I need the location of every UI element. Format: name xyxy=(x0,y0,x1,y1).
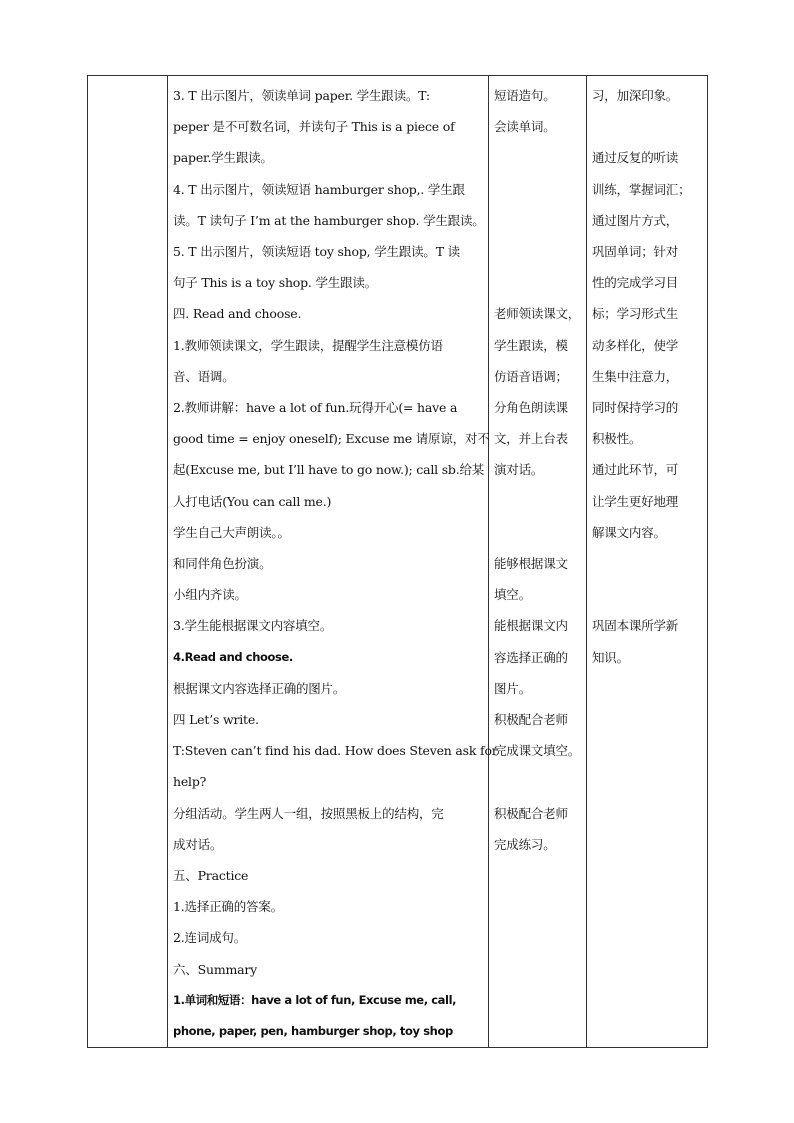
student-activity-line xyxy=(494,766,582,797)
student-activity-text xyxy=(489,76,586,860)
design-intent-line xyxy=(592,579,703,610)
design-intent-line: 标；学习形式生 xyxy=(592,306,679,322)
student-activity-line: 分角色朗读课 xyxy=(494,399,568,415)
lesson-plan-table xyxy=(87,75,708,1048)
design-intent-line: 通过图片方式， xyxy=(592,212,679,228)
design-intent-line xyxy=(592,111,703,142)
student-activity-line xyxy=(494,486,582,517)
procedure-line: 1.教师领读课文，学生跟读，提醒学生注意模仿语 xyxy=(173,337,443,353)
student-activity-line: 积极配合老师 xyxy=(494,711,568,727)
student-activity-line: 会读单词。 xyxy=(494,119,556,135)
procedure-text xyxy=(168,76,498,1047)
student-activity-column-cell xyxy=(489,76,587,1048)
procedure-line: 2.连词成句。 xyxy=(173,930,247,946)
design-intent-column-cell xyxy=(587,76,708,1048)
procedure-line: 小组内齐读。 xyxy=(173,587,247,603)
student-activity-line: 能够根据课文 xyxy=(494,555,568,571)
procedure-line: 学生自己大声朗读。。 xyxy=(173,524,290,540)
procedure-line: 读。T 读句子 I’m at the hamburger shop. 学生跟读。 xyxy=(173,212,485,228)
student-activity-line: 学生跟读，模 xyxy=(494,337,568,353)
design-intent-text xyxy=(587,76,707,673)
student-activity-line xyxy=(494,267,582,298)
procedure-line: 5. T 出示图片，领读短语 toy shop, 学生跟读。T 读 xyxy=(173,244,460,260)
procedure-line: 根据课文内容选择正确的图片。 xyxy=(173,680,346,696)
student-activity-line xyxy=(494,142,582,173)
procedure-line: 3.学生能根据课文内容填空。 xyxy=(173,618,333,634)
procedure-line: 和同伴角色扮演。 xyxy=(173,556,272,572)
procedure-column-cell xyxy=(168,76,498,1048)
procedure-line: 音、语调。 xyxy=(173,368,235,384)
procedure-line: 分组活动。学生两人一组，按照黑板上的结构，完 xyxy=(173,805,444,821)
student-activity-line: 图片。 xyxy=(494,680,531,696)
procedure-line: 五、Practice xyxy=(173,868,249,884)
table-row xyxy=(88,76,708,1048)
student-activity-line: 积极配合老师 xyxy=(494,805,568,821)
procedure-line: 4.Read and choose. xyxy=(173,649,293,664)
procedure-line: help? xyxy=(173,774,207,790)
student-activity-line: 填空。 xyxy=(494,587,531,603)
design-intent-line: 通过此环节，可 xyxy=(592,462,679,478)
procedure-line: 4. T 出示图片，领读短语 hamburger shop,. 学生跟 xyxy=(173,181,465,197)
student-activity-line: 容选择正确的 xyxy=(494,649,568,665)
design-intent-line: 解课文内容。 xyxy=(592,524,666,540)
procedure-line: good time = enjoy oneself); Excuse me 请原谅，对不 xyxy=(173,431,490,447)
student-activity-line: 完成课文填空。 xyxy=(494,743,581,759)
procedure-line: paper.学生跟读。 xyxy=(173,150,273,166)
procedure-line: 四 Let’s write. xyxy=(173,712,259,728)
procedure-line: 句子 This is a toy shop. 学生跟读。 xyxy=(173,275,377,291)
procedure-line: 六、Summary xyxy=(173,961,258,977)
student-activity-line xyxy=(494,517,582,548)
student-activity-line xyxy=(494,205,582,236)
design-intent-line: 习，加深印象。 xyxy=(592,88,679,103)
procedure-line: 1.单词和短语：have a lot of fun, Excuse me, call, xyxy=(173,992,457,1007)
stage-column-cell xyxy=(88,76,168,1048)
procedure-line: T:Steven can’t find his dad. How does Steven ask for xyxy=(173,743,498,759)
procedure-line: peper 是不可数名词，并读句子 This is a piece of xyxy=(173,119,455,135)
design-intent-line: 让学生更好地理 xyxy=(592,493,679,509)
procedure-line: 2.教师讲解：have a lot of fun.玩得开心(= have a xyxy=(173,400,458,416)
design-intent-line: 巩固单词；针对 xyxy=(592,244,679,259)
procedure-line: 成对话。 xyxy=(173,836,223,852)
design-intent-line xyxy=(592,548,703,579)
design-intent-line: 生集中注意力， xyxy=(592,368,679,384)
student-activity-line: 演对话。 xyxy=(494,462,544,478)
procedure-line: phone, paper, pen, hamburger shop, toy shop xyxy=(173,1024,453,1039)
student-activity-line: 短语造句。 xyxy=(494,88,556,103)
student-activity-line: 完成练习。 xyxy=(494,836,556,852)
student-activity-line: 老师领读课文， xyxy=(494,306,581,322)
design-intent-line: 积极性。 xyxy=(592,431,642,447)
design-intent-line: 同时保持学习的 xyxy=(592,400,679,416)
design-intent-line: 训练，掌握词汇； xyxy=(592,181,691,197)
design-intent-line: 巩固本课所学新 xyxy=(592,618,679,634)
procedure-line: 四. Read and choose. xyxy=(173,306,302,322)
student-activity-line xyxy=(494,174,582,205)
student-activity-line: 能根据课文内 xyxy=(494,618,568,634)
procedure-line: 3. T 出示图片，领读单词 paper. 学生跟读。T: xyxy=(173,88,430,103)
design-intent-line: 知识。 xyxy=(592,649,629,665)
design-intent-line: 通过反复的听读 xyxy=(592,150,679,166)
procedure-line: 起(Excuse me, but I’ll have to go now.); call sb.给某 xyxy=(173,462,485,478)
design-intent-line: 动多样化，使学 xyxy=(592,337,679,353)
design-intent-line: 性的完成学习目 xyxy=(592,275,679,291)
student-activity-line xyxy=(494,236,582,267)
student-activity-line: 仿语音语调； xyxy=(494,368,568,384)
procedure-line: 1.选择正确的答案。 xyxy=(173,899,283,915)
procedure-line: 人打电话(You can call me.) xyxy=(173,493,332,509)
student-activity-line: 文，并上台表 xyxy=(494,431,568,447)
